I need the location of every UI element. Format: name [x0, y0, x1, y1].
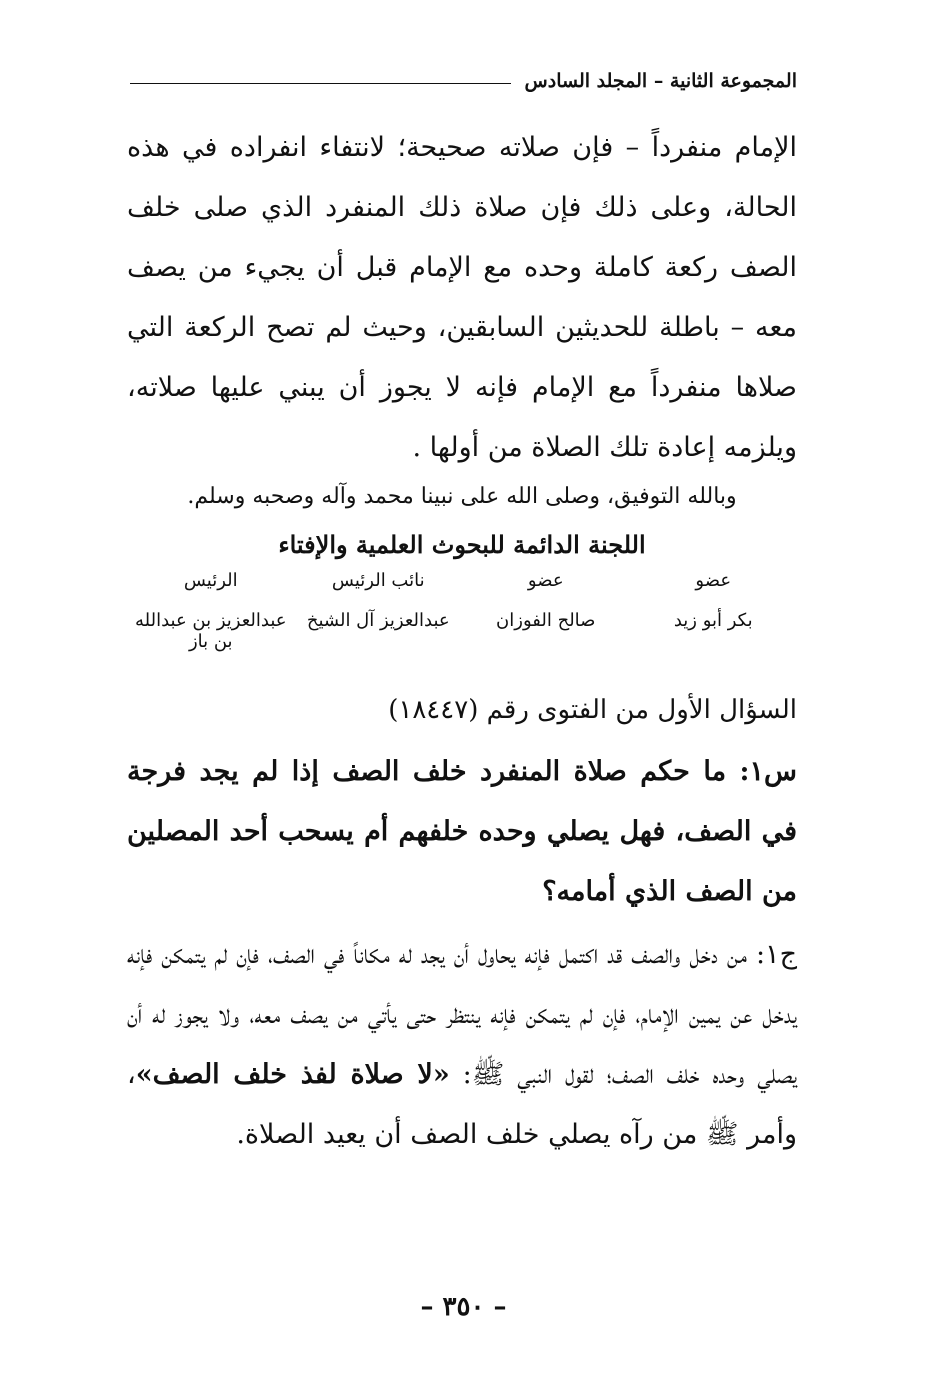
paragraph-continuation: الإمام منفرداً – فإن صلاته صحيحة؛ لانتفاء انفراده في هذه الحالة، وعلى ذلك فإن صلاة ذلك المنفرد الذي صلى خلف الصف ركعة كاملة وحده مع الإمام قبل أن يجيء من يصف معه – باطلة للحديثين السابقين، وحيث لم تصح الركعة التي صلاها منفرداً مع الإمام فإنه لا يجوز أن يبني عليها صلاته، ويلزمه إعادة تلك الصلاة من أولها . — [127, 132, 797, 463]
signatory-name: بكر أبو زيد — [673, 610, 753, 631]
answer-text — [127, 925, 797, 1165]
signatory-roles — [127, 570, 797, 591]
signatory-role: عضو — [695, 570, 732, 591]
running-head-title: المجموعة الثانية – المجلد السادس — [524, 70, 797, 92]
closing-line: وبالله التوفيق، وصلى الله على نبينا محمد وآله وصحبه وسلم. — [187, 484, 737, 509]
question-text: س١: ما حكم صلاة المنفرد خلف الصف إذا لم يجد فرجة في الصف، فهل يصلي وحده خلفهم أم يسحب أحد المصلين من الصف الذي أمامه؟ — [127, 756, 797, 907]
signatory-name: عبدالعزيز آل الشيخ — [306, 610, 450, 631]
running-header — [130, 70, 797, 92]
answer-part-2: ، وأمر ﷺ من رآه يصلي خلف الصف أن يعيد الصلاة. — [127, 1059, 797, 1150]
hadith-quote: «لا صلاة لفذ خلف الصف» — [135, 1059, 450, 1090]
fatwa-question-reference: السؤال الأول من الفتوى رقم (١٨٤٤٧) — [388, 695, 797, 725]
signatory-role: عضو — [527, 570, 564, 591]
signatory-names — [127, 610, 797, 652]
page-number: – ٣٥٠ – — [420, 1292, 507, 1322]
signatory-role: نائب الرئيس — [331, 570, 425, 591]
committee-title: اللجنة الدائمة للبحوث العلمية والإفتاء — [278, 530, 646, 559]
signatory-role: الرئيس — [183, 570, 238, 591]
header-rule — [130, 83, 511, 84]
signatory-name: صالح الفوزان — [496, 610, 596, 631]
answer-part-1: ج١: من دخل والصف قد اكتمل فإنه يحاول أن يجد له مكاناً في الصف، فإن لم يتمكن فإنه يدخل عن يمين الإمام، فإن لم يتمكن فإنه ينتظر حتى يأتي من يصف معه، ولا يجوز له أن يصلي وحده خلف الصف؛ لقول النبي ﷺ: — [127, 939, 797, 1090]
signatory-name: عبدالعزيز بن عبدالله بن باز — [134, 610, 287, 652]
